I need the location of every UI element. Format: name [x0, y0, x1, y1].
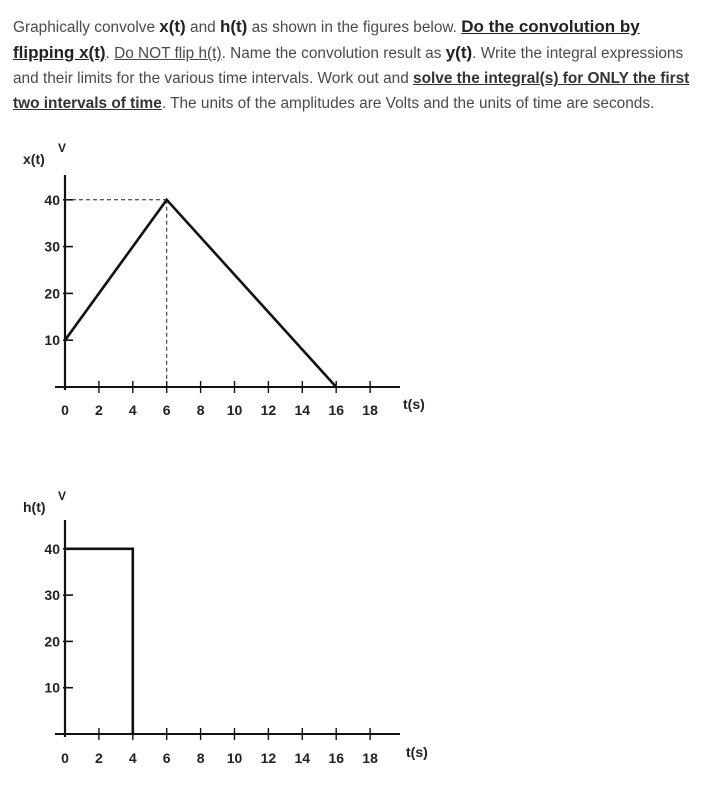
x-tick-label: 2 [95, 750, 103, 766]
solve-instruction: solve the integral(s) for ONLY the first two intervals of time [13, 70, 690, 112]
y-tick-label: 40 [44, 540, 60, 557]
signal-line-h(t) [65, 549, 133, 734]
x-tick-label: 0 [61, 750, 69, 766]
text: Graphically convolve [13, 19, 160, 36]
x-tick-label: 16 [328, 402, 344, 418]
x-tick-label: 6 [162, 402, 171, 418]
text: . The units of the amplitudes are Volts and the units of time are seconds. [161, 95, 655, 112]
x-tick-label: 6 [162, 750, 171, 766]
y-axis-unit: V [58, 141, 67, 155]
x-axis-label: t(s) [403, 396, 425, 412]
ht-symbol: h(t) [219, 17, 248, 36]
text: . [105, 45, 115, 62]
x-tick-label: 4 [128, 750, 137, 766]
y-tick-label: 30 [44, 238, 60, 255]
signal-line-x(t) [65, 200, 336, 387]
y-tick-label: 20 [44, 285, 60, 302]
x-tick-label: 4 [128, 402, 137, 418]
x-tick-label: 10 [226, 750, 243, 766]
x-axis-label: t(s) [406, 744, 428, 760]
y-axis-unit: V [58, 489, 67, 503]
x-tick-label: 14 [294, 750, 311, 766]
yt-symbol: y(t) [445, 43, 473, 62]
x-tick-label: 16 [328, 750, 344, 766]
x-tick-label: 8 [196, 402, 205, 418]
x-tick-label: 18 [362, 402, 378, 418]
ht-plot [0, 480, 711, 780]
x-tick-label: 2 [95, 402, 103, 418]
y-tick-label: 10 [44, 332, 60, 349]
y-axis-label: x(t) [23, 151, 45, 167]
x-tick-label: 12 [260, 402, 277, 418]
y-axis-label: h(t) [23, 499, 46, 515]
x-tick-label: 8 [196, 750, 205, 766]
x-tick-label: 12 [260, 750, 277, 766]
x-tick-label: 18 [362, 750, 378, 766]
no-flip-instruction: Do NOT flip h(t) [114, 45, 222, 62]
text: . Name the convolution result as [221, 45, 446, 62]
y-tick-label: 30 [44, 587, 60, 604]
x-tick-label: 0 [61, 402, 69, 418]
problem-statement [13, 14, 703, 116]
x-tick-label: 14 [294, 402, 311, 418]
xt-plot [0, 140, 711, 430]
convolution-instruction-cont: flipping x(t) [13, 43, 106, 62]
y-tick-label: 40 [44, 191, 60, 208]
text: and [185, 19, 220, 36]
convolution-instruction: Do the convolution by [461, 17, 640, 36]
xt-symbol: x(t) [159, 17, 186, 36]
text: . Write the integral expressions and their limits for the various time intervals. Work out and [13, 45, 684, 87]
text: as shown in the figures below. [247, 19, 462, 36]
y-tick-label: 10 [44, 679, 60, 696]
x-tick-label: 10 [226, 402, 243, 418]
y-tick-label: 20 [44, 633, 60, 650]
